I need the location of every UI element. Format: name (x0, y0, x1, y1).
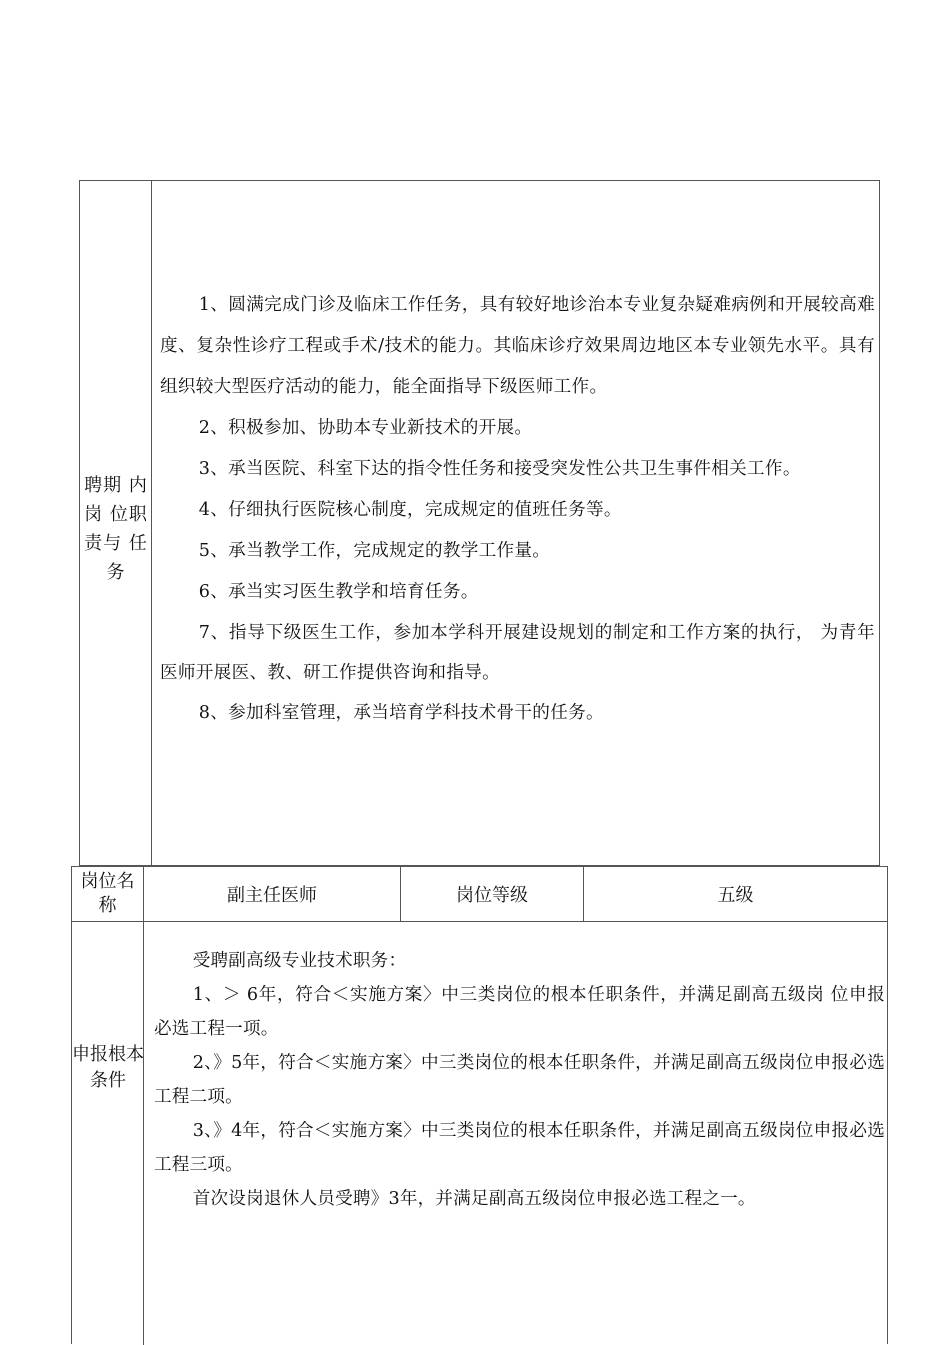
duty-content (152, 181, 879, 865)
condition-item: 首次设岗退休人员受聘》3年，并满足副高五级岗位申报必选工程之一。 (192, 1189, 756, 1209)
duty-label: 聘期 内岗 位职责与 任务 (84, 475, 148, 583)
post-name-value: 副主任医师 (144, 867, 401, 921)
duty-table (79, 180, 880, 866)
condition-item: 1、＞ 6年，符合＜实施方案〉中三类岗位的根本任职条件，并满足副高五级岗 位申报必选工程一项。 (154, 985, 885, 1039)
duty-item: 8、参加科室管理，承当培育学科技术骨干的任务。 (198, 703, 604, 723)
duty-item: 3、承当医院、科室下达的指令性任务和接受突发性公共卫生事件相关工作。 (198, 459, 801, 479)
condition-item: 受聘副高级专业技术职务： (192, 951, 407, 971)
conditions-table (71, 921, 888, 1344)
duty-item: 1、圆满完成门诊及临床工作任务，具有较好地诊治本专业复杂疑难病例和开展较高难度、复杂性诊疗工程或手术/技术的能力。其临床诊疗效果周边地区本专业领先水平。具有组织较大型医疗活动的能力，能全面指导下级医师工作。 (160, 295, 875, 397)
post-grade-label: 岗位等级 (401, 867, 584, 921)
post-row (71, 866, 888, 922)
duty-item: 4、仔细执行医院核心制度，完成规定的值班任务等。 (198, 500, 622, 520)
duty-item: 7、指导下级医生工作，参加本学科开展建设规划的制定和工作方案的执行， 为青年医师开展医、教、研工作提供咨询和指导。 (160, 623, 875, 683)
conditions-label: 申报根本条件 (72, 1044, 144, 1091)
post-name-label: 岗位名称 (72, 867, 144, 921)
condition-item: 2、》5年，符合＜实施方案〉中三类岗位的根本任职条件，并满足副高五级岗位申报必选工程二项。 (154, 1053, 885, 1107)
duty-item: 6、承当实习医生教学和培育任务。 (198, 582, 479, 602)
duty-label-cell (80, 181, 152, 865)
conditions-label-cell (72, 922, 144, 1345)
post-grade-value: 五级 (717, 885, 754, 906)
conditions-content (144, 922, 887, 1216)
duty-item: 5、承当教学工作，完成规定的教学工作量。 (198, 541, 551, 561)
duty-item: 2、积极参加、协助本专业新技术的开展。 (198, 418, 533, 438)
condition-item: 3、》4年，符合＜实施方案〉中三类岗位的根本任职条件，并满足副高五级岗位申报必选工程三项。 (154, 1121, 885, 1175)
